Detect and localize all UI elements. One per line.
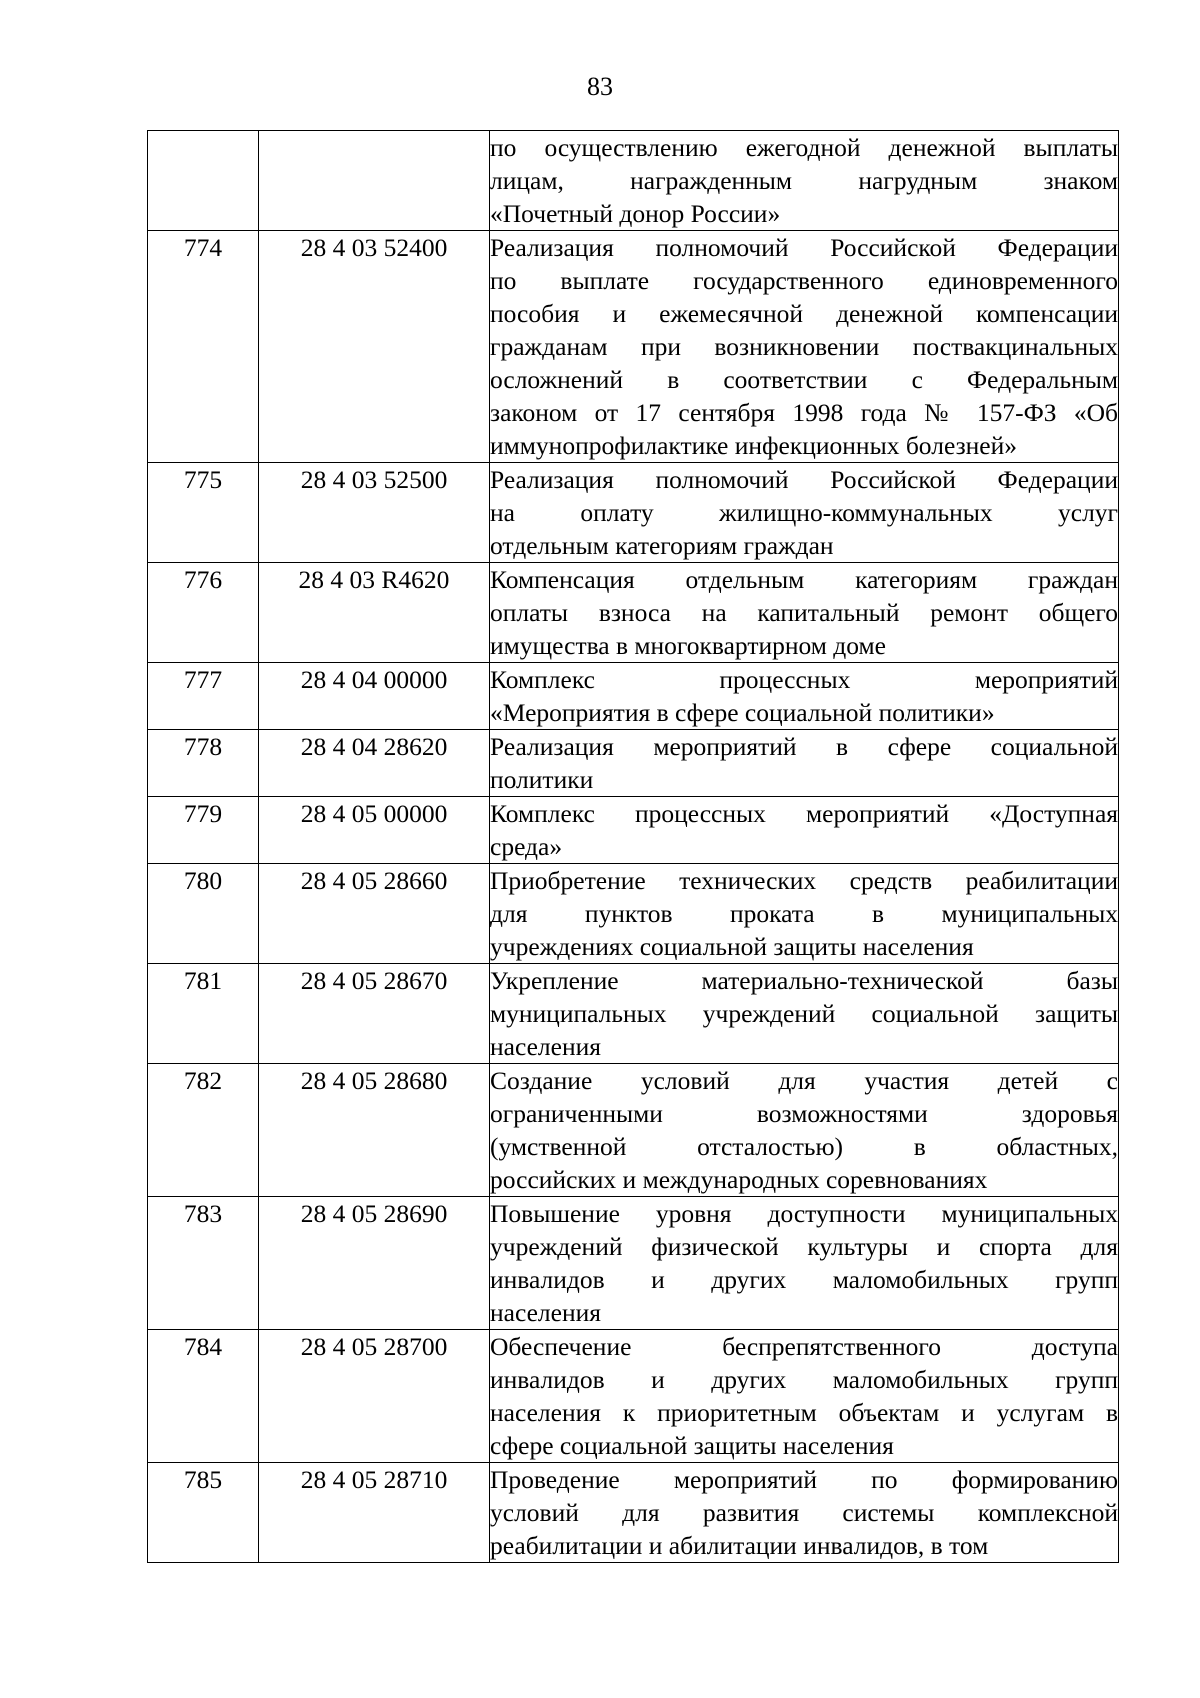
description-line: Комплекс процессных мероприятий — [490, 665, 1118, 694]
description-line: лицам, награжденным нагрудным знаком — [490, 166, 1118, 195]
budget-code-cell — [259, 131, 490, 231]
description-line: Обеспечение беспрепятственного доступа — [490, 1332, 1118, 1361]
description-line: пособия и ежемесячной денежной компенсации — [490, 299, 1118, 328]
description-line: политики — [490, 765, 594, 794]
description-cell — [490, 730, 1119, 797]
description-cell — [490, 131, 1119, 231]
description-line: Укрепление материально-технической базы — [490, 966, 1118, 995]
budget-code-cell: 28 4 05 28700 — [259, 1330, 490, 1463]
budget-code-cell: 28 4 05 28680 — [259, 1064, 490, 1197]
description-line: Проведение мероприятий по формированию — [490, 1465, 1118, 1494]
description-line: по осуществлению ежегодной денежной выплаты — [490, 133, 1118, 162]
description-cell — [490, 964, 1119, 1064]
description-line: законом от 17 сентября 1998 года № 157-ФЗ «Об — [490, 398, 1118, 427]
description-line: населения — [490, 1298, 601, 1327]
budget-code-cell: 28 4 05 00000 — [259, 797, 490, 864]
description-line: Повышение уровня доступности муниципальных — [490, 1199, 1118, 1228]
description-cell — [490, 1064, 1119, 1197]
table-row — [148, 231, 1119, 463]
description-cell — [490, 864, 1119, 964]
description-line: осложнений в соответствии с Федеральным — [490, 365, 1118, 394]
budget-code-cell: 28 4 05 28660 — [259, 864, 490, 964]
description-line: для пунктов проката в муниципальных — [490, 899, 1118, 928]
description-line: Комплекс процессных мероприятий «Доступная — [490, 799, 1118, 828]
table-row — [148, 563, 1119, 663]
description-cell — [490, 797, 1119, 864]
table-row — [148, 463, 1119, 563]
description-line: населения к приоритетным объектам и услугам в — [490, 1398, 1118, 1427]
table-body — [148, 131, 1119, 1563]
table-row — [148, 730, 1119, 797]
description-line: гражданам при возникновении поствакцинальных — [490, 332, 1118, 361]
table-row — [148, 1330, 1119, 1463]
description-line: имущества в многоквартирном доме — [490, 631, 886, 660]
description-line: «Почетный донор России» — [490, 199, 781, 228]
description-line: сфере социальной защиты населения — [490, 1431, 894, 1460]
budget-code-cell: 28 4 04 28620 — [259, 730, 490, 797]
budget-code-cell: 28 4 03 52500 — [259, 463, 490, 563]
table-row — [148, 131, 1119, 231]
description-line: отдельным категориям граждан — [490, 531, 834, 560]
row-number-cell: 783 — [148, 1197, 259, 1330]
row-number-cell: 777 — [148, 663, 259, 730]
row-number-cell: 776 — [148, 563, 259, 663]
budget-code-cell: 28 4 03 R4620 — [259, 563, 490, 663]
description-line: Компенсация отдельным категориям граждан — [490, 565, 1118, 594]
table-row — [148, 1197, 1119, 1330]
description-line: учреждениях социальной защиты населения — [490, 932, 974, 961]
row-number-cell: 778 — [148, 730, 259, 797]
description-line: учреждений физической культуры и спорта для — [490, 1232, 1118, 1261]
description-line: оплаты взноса на капитальный ремонт общего — [490, 598, 1118, 627]
budget-code-cell: 28 4 05 28670 — [259, 964, 490, 1064]
row-number-cell: 781 — [148, 964, 259, 1064]
row-number-cell: 784 — [148, 1330, 259, 1463]
description-cell — [490, 463, 1119, 563]
description-line: иммунопрофилактике инфекционных болезней» — [490, 431, 1018, 460]
description-line: Реализация мероприятий в сфере социальной — [490, 732, 1118, 761]
description-line: среда» — [490, 832, 563, 861]
page-number: 83 — [587, 72, 613, 101]
table-row — [148, 797, 1119, 864]
description-line: Создание условий для участия детей с — [490, 1066, 1118, 1095]
description-line: муниципальных учреждений социальной защиты — [490, 999, 1118, 1028]
row-number-cell: 775 — [148, 463, 259, 563]
budget-code-table — [147, 130, 1119, 1563]
description-line: Реализация полномочий Российской Федерации — [490, 233, 1118, 262]
description-line: Приобретение технических средств реабилитации — [490, 866, 1118, 895]
table-row — [148, 663, 1119, 730]
row-number-cell: 780 — [148, 864, 259, 964]
table-row — [148, 1064, 1119, 1197]
description-line: инвалидов и других маломобильных групп — [490, 1265, 1118, 1294]
description-line: ограниченными возможностями здоровья — [490, 1099, 1118, 1128]
description-line: на оплату жилищно-коммунальных услуг — [490, 498, 1118, 527]
description-cell — [490, 663, 1119, 730]
description-line: населения — [490, 1032, 601, 1061]
table-row — [148, 964, 1119, 1064]
description-cell — [490, 1463, 1119, 1563]
row-number-cell — [148, 131, 259, 231]
budget-code-cell: 28 4 05 28690 — [259, 1197, 490, 1330]
budget-code-cell: 28 4 05 28710 — [259, 1463, 490, 1563]
table-row — [148, 1463, 1119, 1563]
budget-code-cell: 28 4 03 52400 — [259, 231, 490, 463]
description-cell — [490, 231, 1119, 463]
description-line: (умственной отсталостью) в областных, — [490, 1132, 1118, 1161]
description-line: по выплате государственного единовременного — [490, 266, 1118, 295]
row-number-cell: 785 — [148, 1463, 259, 1563]
description-line: инвалидов и других маломобильных групп — [490, 1365, 1118, 1394]
budget-code-cell: 28 4 04 00000 — [259, 663, 490, 730]
row-number-cell: 782 — [148, 1064, 259, 1197]
row-number-cell: 779 — [148, 797, 259, 864]
description-line: «Мероприятия в сфере социальной политики» — [490, 698, 995, 727]
description-cell — [490, 1330, 1119, 1463]
description-line: условий для развития системы комплексной — [490, 1498, 1118, 1527]
row-number-cell: 774 — [148, 231, 259, 463]
description-line: российских и международных соревнованиях — [490, 1165, 988, 1194]
description-line: реабилитации и абилитации инвалидов, в том — [490, 1531, 989, 1560]
table-row — [148, 864, 1119, 964]
description-line: Реализация полномочий Российской Федерации — [490, 465, 1118, 494]
description-cell — [490, 563, 1119, 663]
description-cell — [490, 1197, 1119, 1330]
